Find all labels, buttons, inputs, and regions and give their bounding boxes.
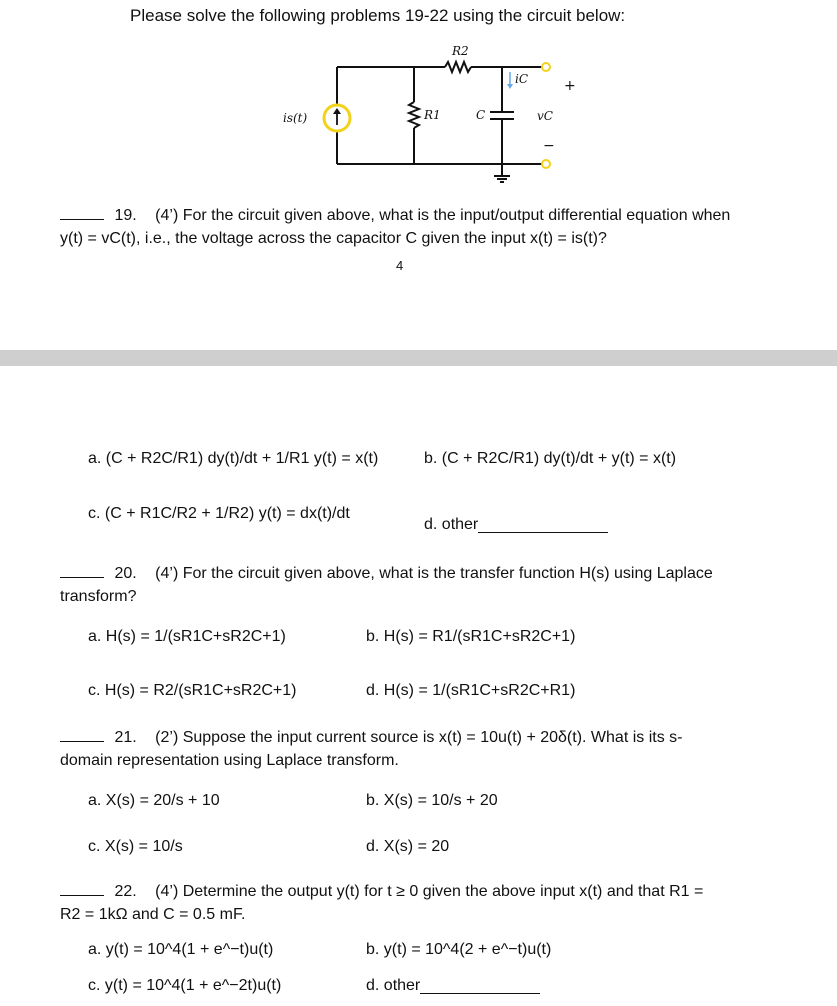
page-header: Please solve the following problems 19-22 using the circuit below:: [130, 6, 626, 25]
q21-option-d[interactable]: [366, 838, 449, 856]
q22-text-line1: (4’) Determine the output y(t) for t ≥ 0 given the above input x(t) and that R1 =: [155, 883, 704, 900]
q20-option-d[interactable]: [366, 682, 575, 700]
plus-sign: +: [564, 78, 576, 94]
q20-option-c[interactable]: [88, 682, 297, 700]
vc-label: vC: [537, 109, 553, 123]
q21-line1: [60, 727, 682, 747]
terminal-bottom: [542, 160, 550, 168]
q20-text-line1: (4’) For the circuit given above, what is the transfer function H(s) using Laplace: [155, 565, 713, 582]
q20-option-a[interactable]: [88, 628, 286, 646]
q19-answer-blank[interactable]: [60, 205, 104, 220]
r2-label: R2: [452, 44, 469, 58]
q22-text-line2: R2 = 1kΩ and C = 0.5 mF.: [60, 906, 246, 923]
q20-answer-blank[interactable]: [60, 563, 104, 578]
q19-option-b-text: b. (C + R2C/R1) dy(t)/dt + y(t) = x(t): [424, 450, 677, 467]
q22-option-d-text: d. other: [366, 977, 421, 994]
circuit-diagram: [280, 38, 580, 188]
q19-written-answer: 4: [396, 258, 404, 273]
terminal-top: [542, 63, 550, 71]
q22-option-b[interactable]: [366, 941, 551, 959]
q22-other-blank[interactable]: [420, 979, 540, 994]
q21-option-b-text: b. X(s) = 10/s + 20: [366, 792, 498, 809]
q21-text-line1: (2’) Suppose the input current source is x(t) = 10u(t) + 20δ(t). What is its s-: [155, 729, 683, 746]
separator-bar: [0, 350, 837, 366]
q19-text-line2: y(t) = vC(t), i.e., the voltage across the capacitor C given the input x(t) = is(t)?: [60, 230, 607, 247]
q20-option-c-text: c. H(s) = R2/(sR1C+sR2C+1): [88, 682, 297, 699]
q22-option-a[interactable]: [88, 941, 273, 959]
q20-text-line2: transform?: [60, 588, 137, 605]
q19-option-a[interactable]: [88, 450, 378, 468]
q21-text-line2: domain representation using Laplace transform.: [60, 752, 399, 769]
q19-option-c[interactable]: [88, 505, 350, 523]
q21-option-a[interactable]: [88, 792, 220, 810]
q20-number: 20.: [114, 565, 137, 582]
q19-option-b[interactable]: [424, 450, 676, 468]
q22-option-d[interactable]: [366, 977, 540, 995]
q22-option-a-text: a. y(t) = 10^4(1 + e^−t)u(t): [88, 941, 274, 958]
r2-resistor: [445, 62, 471, 72]
q20-option-b[interactable]: [366, 628, 575, 646]
q19-option-d-text: d. other: [424, 516, 479, 533]
q22-number: 22.: [114, 883, 137, 900]
q19-other-blank[interactable]: [478, 518, 608, 533]
r1-label: R1: [424, 108, 441, 122]
q22-option-c[interactable]: [88, 977, 281, 995]
ic-label: iC: [515, 72, 529, 86]
c-label: C: [476, 108, 486, 122]
q21-option-c-text: c. X(s) = 10/s: [88, 838, 183, 855]
q22-line1: [60, 881, 703, 901]
q21-option-d-text: d. X(s) = 20: [366, 838, 450, 855]
source-label: is(t): [283, 111, 308, 125]
q20-option-d-text: d. H(s) = 1/(sR1C+sR2C+R1): [366, 682, 576, 699]
minus-sign: −: [543, 138, 555, 154]
q19-option-d[interactable]: [424, 516, 608, 534]
q20-option-b-text: b. H(s) = R1/(sR1C+sR2C+1): [366, 628, 576, 645]
q20-option-a-text: a. H(s) = 1/(sR1C+sR2C+1): [88, 628, 286, 645]
q22-answer-blank[interactable]: [60, 881, 104, 896]
q19-number: 19.: [114, 207, 137, 224]
q21-option-b[interactable]: [366, 792, 498, 810]
q22-option-c-text: c. y(t) = 10^4(1 + e^−2t)u(t): [88, 977, 282, 994]
q19-line1: [60, 205, 730, 225]
q19-option-c-text: c. (C + R1C/R2 + 1/R2) y(t) = dx(t)/dt: [88, 505, 350, 522]
q20-line1: [60, 563, 713, 583]
q19-text-line1: (4’) For the circuit given above, what is the input/output differential equation when: [155, 207, 731, 224]
r1-resistor: [409, 102, 419, 128]
q21-option-c[interactable]: [88, 838, 183, 856]
q21-option-a-text: a. X(s) = 20/s + 10: [88, 792, 220, 809]
q19-option-a-text: a. (C + R2C/R1) dy(t)/dt + 1/R1 y(t) = x(t): [88, 450, 379, 467]
q21-answer-blank[interactable]: [60, 727, 104, 742]
q21-number: 21.: [114, 729, 137, 746]
q22-option-b-text: b. y(t) = 10^4(2 + e^−t)u(t): [366, 941, 552, 958]
